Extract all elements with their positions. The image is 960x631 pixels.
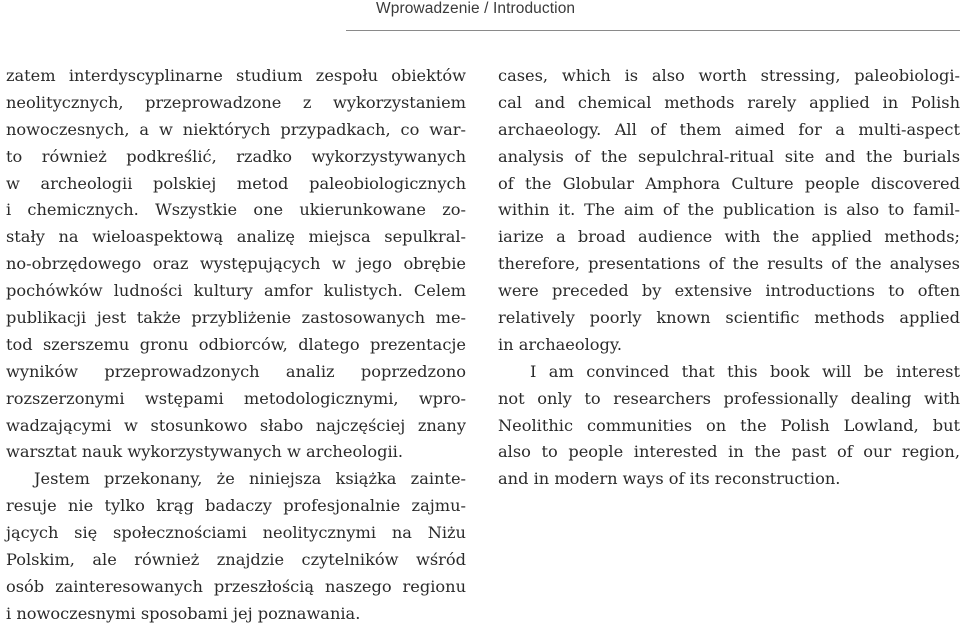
text-line: cal and chemical methods rarely applied in Polish xyxy=(498,92,960,112)
text-line: were preceded by extensive introductions to often xyxy=(498,281,960,301)
text-line: therefore, presentations of the results of the analyses xyxy=(498,254,960,274)
text-line: cases, which is also worth stressing, paleobiologi- xyxy=(498,66,960,85)
running-header-title: Wprowadzenie / Introduction xyxy=(376,0,576,17)
text-line: and in modern ways of its reconstruction. xyxy=(498,469,841,489)
text-line: osób zainteresowanych przeszłością naszego regionu xyxy=(6,576,466,596)
text-line: in archaeology. xyxy=(498,334,623,354)
text-line: rozszerzonymi wstępami metodologicznymi, wpro- xyxy=(6,388,466,408)
text-line: jących się społecznościami neolitycznymi na Niżu xyxy=(6,523,466,543)
text-line: of the Globular Amphora Culture people discovered xyxy=(498,173,960,193)
text-line: resuje nie tylko krąg badaczy profesjonalnie zajmu- xyxy=(6,496,466,516)
text-line: nowoczesnych, a w niektórych przypadkach, co war- xyxy=(6,119,466,139)
text-line: also to people interested in the past of our region, xyxy=(498,442,960,462)
text-line: wyników przeprowadzonych analiz poprzedzono xyxy=(6,361,466,381)
text-line: stały na wieloaspektową analizę miejsca sepulkral- xyxy=(6,227,466,247)
running-header xyxy=(346,0,960,31)
text-line: Neolithic communities on the Polish Lowland, but xyxy=(498,415,960,435)
text-line: warsztat nauk wykorzystywanych w archeologii. xyxy=(6,442,403,462)
polish-text-column xyxy=(6,63,466,628)
text-line: within it. The aim of the publication is also to famil- xyxy=(498,200,960,220)
text-line: relatively poorly known scientific methods applied xyxy=(498,308,960,328)
text-line: wadzającymi w stosunkowo słabo najczęściej znany xyxy=(6,415,466,435)
text-line: iarize a broad audience with the applied methods; xyxy=(498,227,960,247)
text-line: to również podkreślić, rzadko wykorzystywanych xyxy=(6,146,466,166)
text-line: i nowoczesnymi sposobami jej poznawania. xyxy=(6,603,361,623)
text-line: neolitycznych, przeprowadzone z wykorzystaniem xyxy=(6,92,466,112)
text-line: not only to researchers professionally dealing with xyxy=(498,388,960,408)
text-line: Polskim, ale również znajdzie czytelników wśród xyxy=(6,550,466,570)
text-line: i chemicznych. Wszystkie one ukierunkowane zo- xyxy=(6,200,466,220)
text-line: publikacji jest także przybliżenie zastosowanych me- xyxy=(6,308,466,328)
text-line: I am convinced that this book will be interest xyxy=(530,361,960,381)
text-line: no-obrzędowego oraz występujących w jego obrębie xyxy=(6,254,466,274)
english-text-column xyxy=(498,63,960,493)
text-line: pochówków ludności kultury amfor kulistych. Celem xyxy=(6,281,466,301)
text-line: archaeology. All of them aimed for a multi-aspect xyxy=(498,119,960,139)
text-line: zatem interdyscyplinarne studium zespołu obiektów xyxy=(6,66,466,85)
text-line: analysis of the sepulchral-ritual site and the burials xyxy=(498,146,960,166)
text-line: Jestem przekonany, że niniejsza książka zainte- xyxy=(34,469,466,489)
text-line: w archeologii polskiej metod paleobiologicznych xyxy=(6,173,466,193)
text-line: tod szerszemu gronu odbiorców, dlatego prezentacje xyxy=(6,334,466,354)
